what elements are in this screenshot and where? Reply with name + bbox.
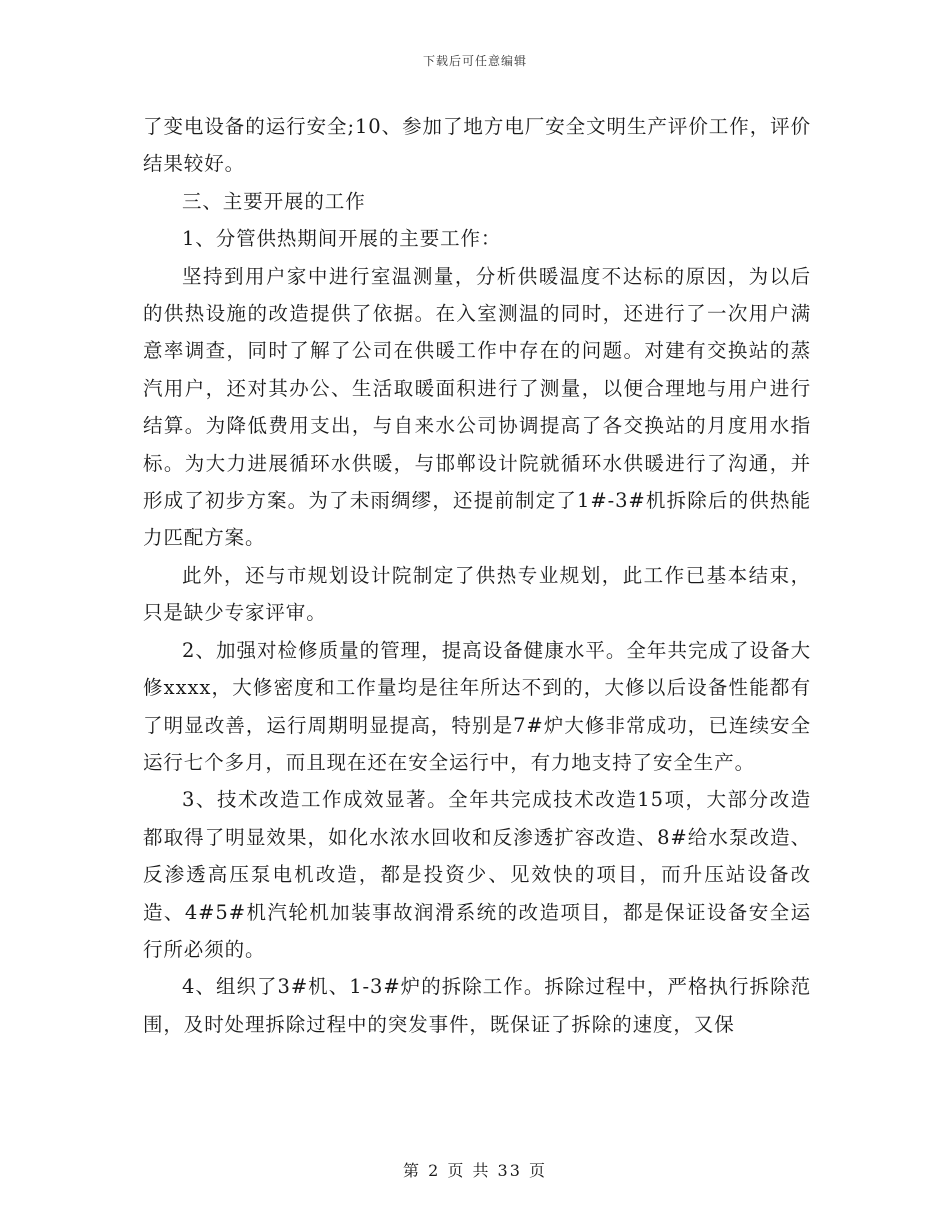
- document-body: [143, 108, 811, 1043]
- page-number: 第 2 页 共 33 页: [403, 1161, 547, 1180]
- paragraph-continuation: 了变电设备的运行安全;10、参加了地方电厂安全文明生产评价工作，评价结果较好。: [143, 115, 811, 176]
- subsection-heading: 1、分管供热期间开展的主要工作：: [182, 227, 502, 251]
- section-heading: 三、主要开展的工作: [182, 189, 366, 213]
- paragraph-heating-work: 坚持到用户家中进行室温测量，分析供暖温度不达标的原因，为以后的供热设施的改造提供了依据。在入室测温的同时，还进行了一次用户满意率调查，同时了解了公司在供暖工作中存在的问题。对建有交换站的蒸汽用户，还对其办公、生活取暖面积进行了测量，以便合理地与用户进行结算。为降低费用支出，与自来水公司协调提高了各交换站的月度用水指标。为大力进展循环水供暖，与邯郸设计院就循环水供暖进行了沟通，并形成了初步方案。为了未雨绸缪，还提前制定了1#-3#机拆除后的供热能力匹配方案。: [143, 264, 811, 550]
- paragraph-tech-renovation: 3、技术改造工作成效显著。全年共完成技术改造15项，大部分改造都取得了明显效果，如化水浓水回收和反渗透扩容改造、8#给水泵改造、反渗透高压泵电机改造，都是投资少、见效快的项目，而升压站设备改造、4#5#机汽轮机加装事故润滑系统的改造项目，都是保证设备安全运行所必须的。: [143, 788, 811, 961]
- paragraph-planning: 此外，还与市规划设计院制定了供热专业规划，此工作已基本结束，只是缺少专家评审。: [143, 563, 811, 625]
- paragraph-demolition: 4、组织了3#机、1-3#炉的拆除工作。拆除过程中，严格执行拆除范围，及时处理拆除过程中的突发事件，既保证了拆除的速度，又保: [143, 975, 811, 1036]
- page-header: 下载后可任意编辑: [422, 54, 527, 68]
- paragraph-maintenance: 2、加强对检修质量的管理，提高设备健康水平。全年共完成了设备大修xxxx，大修密度和工作量均是往年所达不到的，大修以后设备性能都有了明显改善，运行周期明显提高，特别是7#炉大修非常成功，已连续安全运行七个多月，而且现在还在安全运行中，有力地支持了安全生产。: [143, 638, 811, 774]
